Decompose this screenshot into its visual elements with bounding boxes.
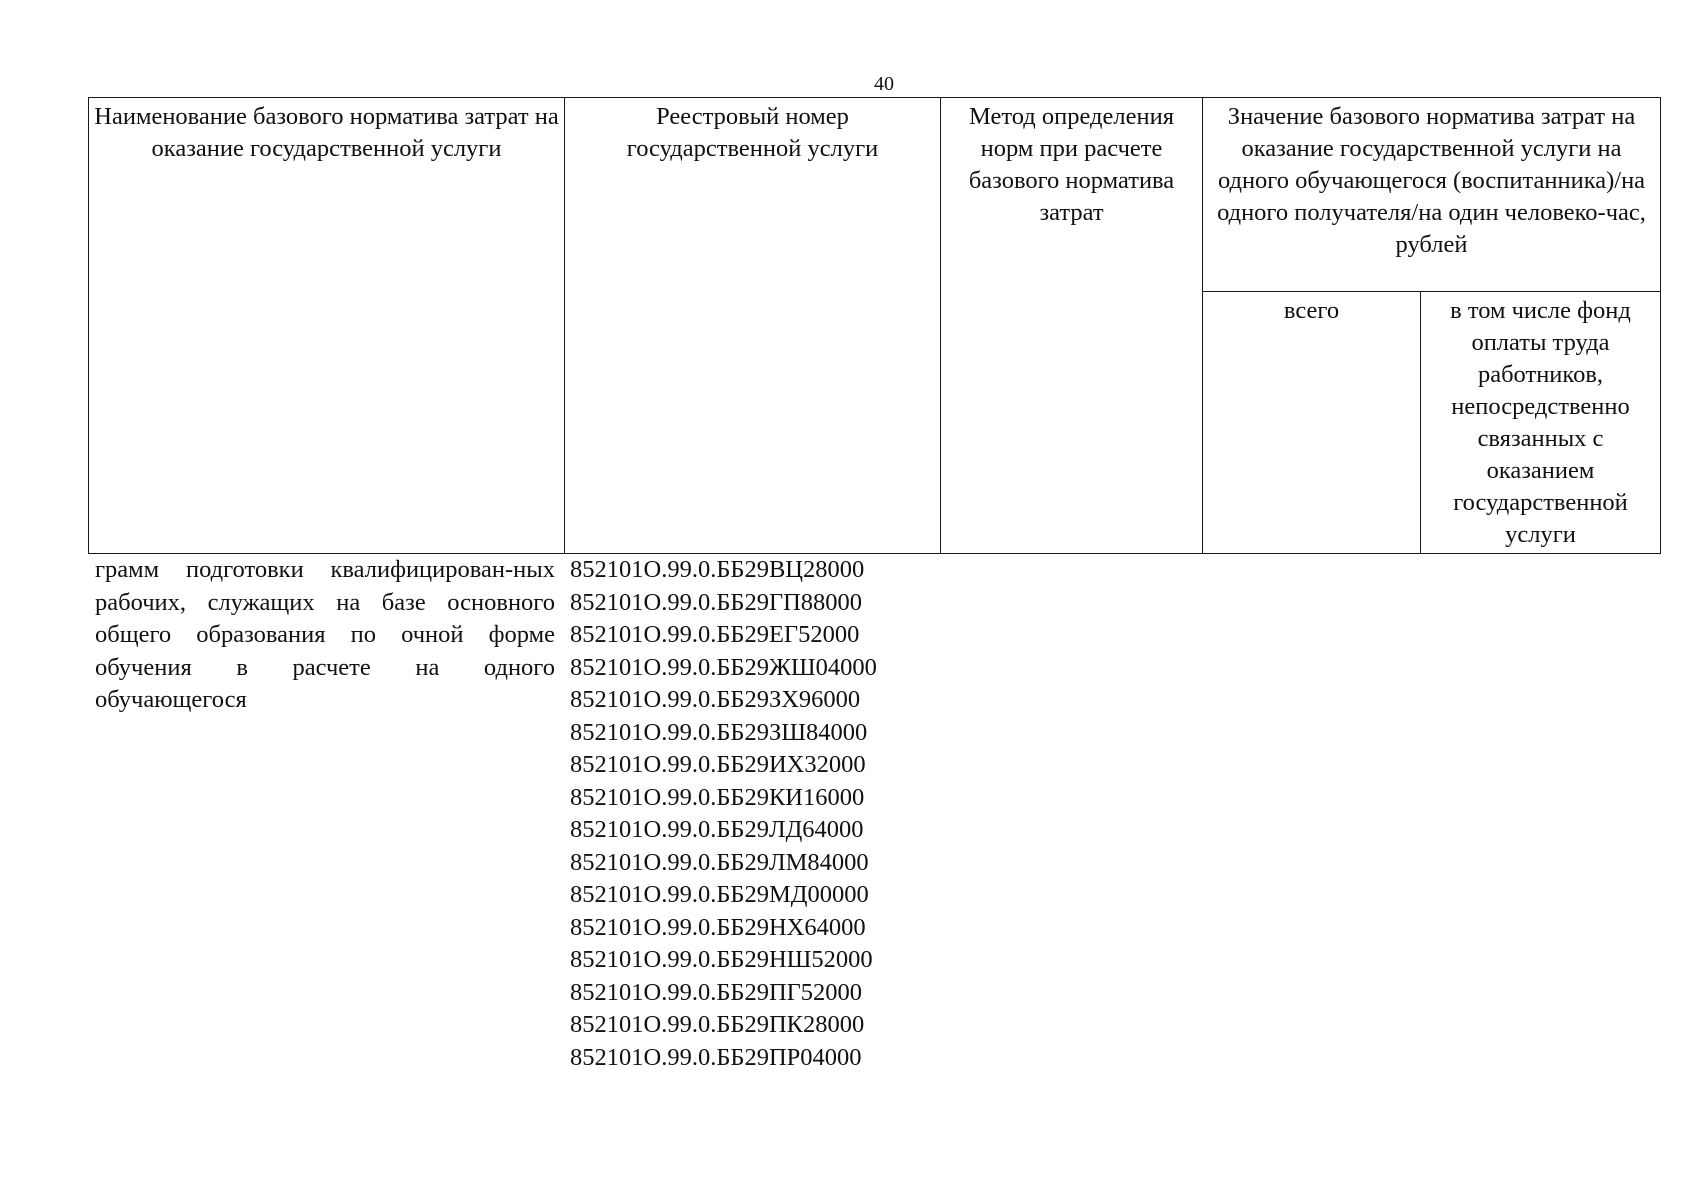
header-service-name: Наименование базового норматива затрат на оказание государственной услуги (89, 98, 565, 554)
registry-number: 852101О.99.0.ББ29ИХ32000 (570, 751, 866, 778)
registry-number: 852101О.99.0.ББ29ЛД64000 (570, 816, 864, 843)
registry-number: 852101О.99.0.ББ29ПГ52000 (570, 978, 863, 1006)
registry-number: 852101О.99.0.ББ29ГП88000 (570, 588, 863, 616)
service-name-text: грамм подготовки квалифицирован-ных рабочих, служащих на базе основного общего образования по очной форме обучения в расчете на одного обучающегося (95, 556, 555, 713)
registry-number: 852101О.99.0.ББ29ЗШ84000 (570, 718, 868, 746)
registry-number: 852101О.99.0.ББ29ЖШ04000 (570, 653, 877, 681)
registry-number: 852101О.99.0.ББ29МД00000 (570, 881, 869, 908)
header-payroll-fund: в том числе фонд оплаты труда работников, непосредственно связанных с оказанием государственной услуги (1421, 292, 1661, 554)
header-total: всего (1203, 292, 1421, 554)
registry-number: 852101О.99.0.ББ29ВЦ28000 (570, 556, 865, 583)
registry-number: 852101О.99.0.ББ29НХ64000 (570, 913, 866, 941)
registry-number: 852101О.99.0.ББ29КИ16000 (570, 783, 865, 811)
table-header (88, 97, 1661, 554)
registry-number: 852101О.99.0.ББ29ПР04000 (570, 1043, 862, 1071)
registry-number: 852101О.99.0.ББ29ЛМ84000 (570, 848, 869, 876)
registry-number: 852101О.99.0.ББ29ЗХ96000 (570, 686, 861, 713)
header-registry-number: Реестровый номер государственной услуги (565, 98, 941, 554)
registry-number-list (570, 554, 940, 1074)
page-number: 40 (874, 73, 894, 95)
header-calc-method: Метод определения норм при расчете базового норматива затрат (941, 98, 1203, 554)
header-base-norm-value: Значение базового норматива затрат на оказание государственной услуги на одного обучающегося (воспитанника)/на одного получателя/на один человеко-час, рублей (1203, 98, 1661, 292)
registry-number: 852101О.99.0.ББ29ПК28000 (570, 1011, 865, 1038)
registry-number: 852101О.99.0.ББ29ЕГ52000 (570, 621, 860, 648)
registry-number: 852101О.99.0.ББ29НШ52000 (570, 946, 873, 973)
